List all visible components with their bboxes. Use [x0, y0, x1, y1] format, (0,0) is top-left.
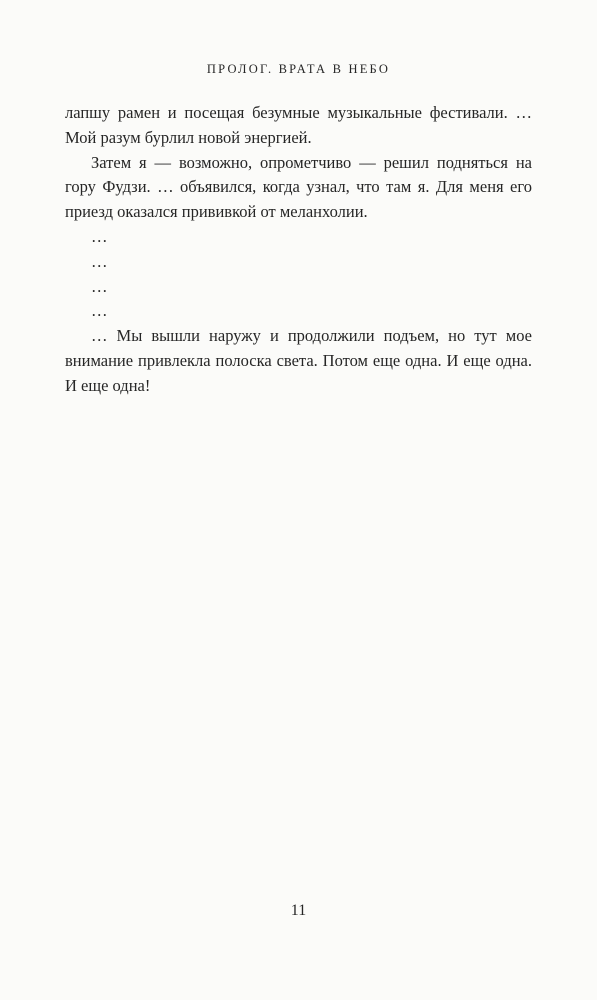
- page-number: 11: [290, 902, 307, 919]
- paragraph: …: [91, 226, 108, 246]
- paragraph: … Мы вышли наружу и продолжили подъем, но тут мое внимание привлекла полоска света. Потом еще одна. И еще одна. И еще одна!: [65, 326, 532, 395]
- paragraph: лапшу рамен и посещая безумные музыкальные фестивали. … Мой разум бурлил новой энергией.: [65, 103, 532, 147]
- body-text: [65, 101, 532, 399]
- paragraph: Затем я — возможно, опрометчиво — решил подняться на гору Фудзи. … объявился, когда узнал, что там я. Для меня его приезд оказался прививкой от меланхолии.: [65, 152, 532, 222]
- paragraph: …: [91, 301, 108, 321]
- paragraph: …: [91, 251, 108, 271]
- paragraph: …: [91, 276, 108, 296]
- running-head: ПРОЛОГ. ВРАТА В НЕБО: [206, 62, 391, 76]
